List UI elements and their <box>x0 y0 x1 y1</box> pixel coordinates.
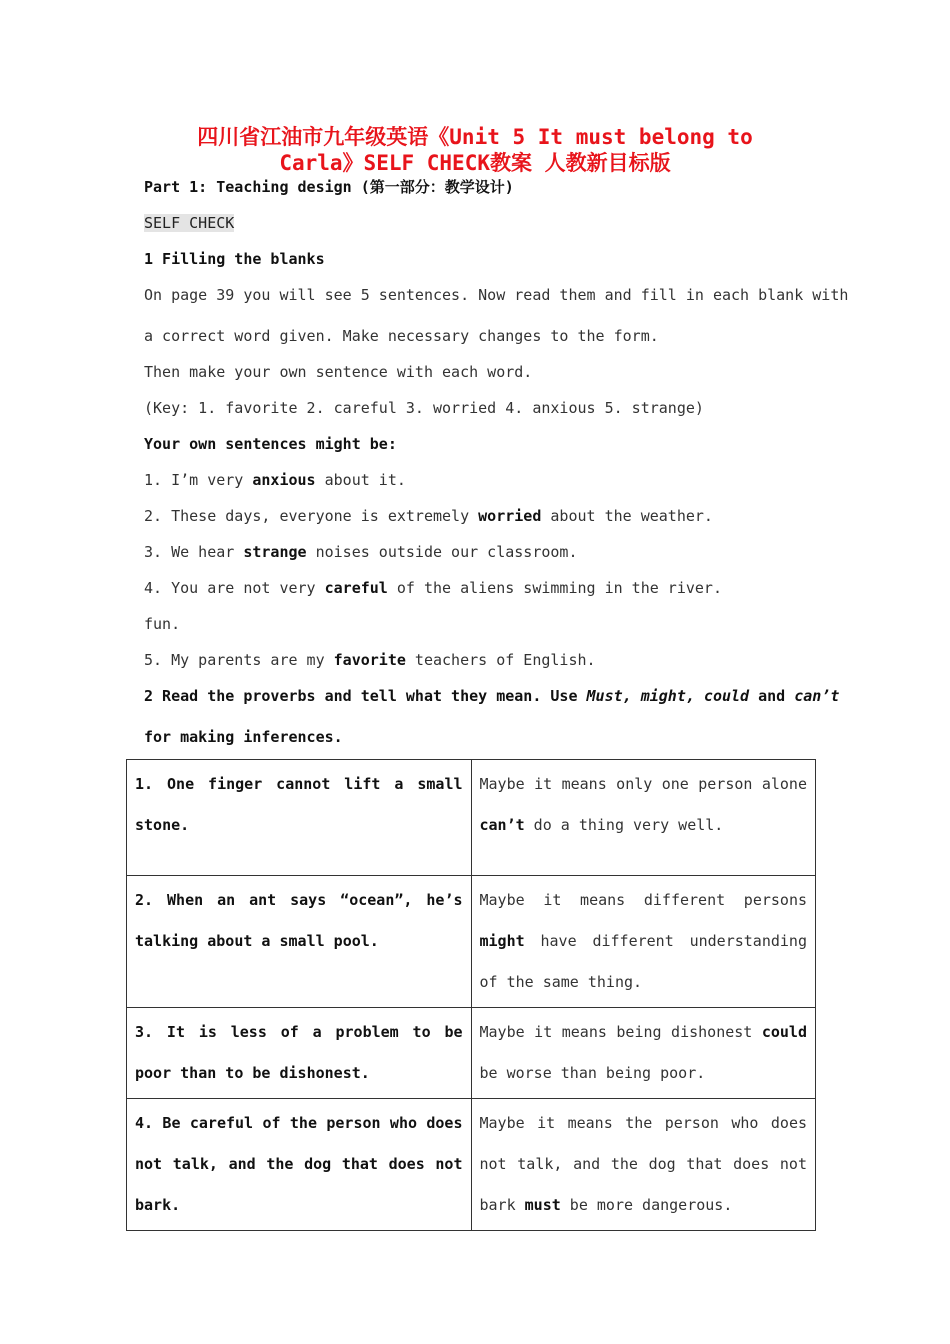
sentence-item <box>144 470 406 490</box>
modal-verb: can’t <box>479 816 525 834</box>
meaning-text: Maybe it means different persons <box>479 891 807 909</box>
exercise2-heading-line2: for making inferences. <box>144 728 343 746</box>
heading-modal-verb: can’t <box>794 687 840 705</box>
keyword: careful <box>324 579 388 597</box>
meaning-text: Maybe it means the person who does not talk, and the dog that does not bark <box>479 1114 807 1214</box>
heading-text: and <box>749 687 795 705</box>
sentence-item <box>144 578 722 598</box>
meaning-text: Maybe it means only one person alone <box>479 775 807 793</box>
modal-verb: must <box>524 1196 561 1214</box>
meaning-text: do a thing very well. <box>524 816 724 834</box>
section-label: SELF CHECK <box>144 214 235 232</box>
sentence-item <box>144 614 180 634</box>
sentence-item <box>144 542 578 562</box>
answer-key: (Key: 1. favorite 2. careful 3. worried 4. anxious 5. strange) <box>144 399 704 417</box>
table-row <box>127 1099 816 1231</box>
meaning-text: be more dangerous. <box>560 1196 733 1214</box>
proverb-cell: 4. Be careful of the person who does not talk, and the dog that does not bark. <box>127 1099 472 1231</box>
part-heading: Part 1: Teaching design (第一部分：教学设计) <box>144 178 514 196</box>
sentence-text: 2. These days, everyone is extremely <box>144 507 479 525</box>
heading-text: 2 Read the proverbs and tell what they mean. Use <box>144 687 587 705</box>
proverb-cell: 3. It is less of a problem to be poor than to be dishonest. <box>127 1008 472 1099</box>
sentence-text: 4. You are not very <box>144 579 325 597</box>
keyword: strange <box>243 543 307 561</box>
exercise1-instruction-1: On page 39 you will see 5 sentences. Now read them and fill in each blank with <box>144 286 849 304</box>
sentence-text: 5. My parents are my <box>144 651 334 669</box>
proverbs-table <box>126 759 816 1231</box>
sentence-text: of the aliens swimming in the river. <box>387 579 722 597</box>
heading-modal-verbs: Must, might, could <box>586 687 750 705</box>
exercise1-instruction-2: a correct word given. Make necessary changes to the form. <box>144 327 659 345</box>
table-row <box>127 760 816 876</box>
sentence-text: 3. We hear <box>144 543 244 561</box>
sentence-text: fun. <box>144 615 181 633</box>
meaning-text: be worse than being poor. <box>479 1064 706 1082</box>
sentence-text: teachers of English. <box>405 651 596 669</box>
proverb-cell: 2. When an ant says “ocean”, he’s talking about a small pool. <box>127 876 472 1008</box>
meaning-cell <box>471 760 816 876</box>
exercise1-heading: 1 Filling the blanks <box>144 250 325 268</box>
exercise1-instruction-3: Then make your own sentence with each word. <box>144 363 533 381</box>
meaning-text: have different understanding of the same thing. <box>479 932 807 991</box>
meaning-cell <box>471 1008 816 1099</box>
sentence-text: about the weather. <box>541 507 713 525</box>
sentence-text: about it. <box>315 471 406 489</box>
keyword: worried <box>478 507 542 525</box>
sentence-text: noises outside our classroom. <box>306 543 578 561</box>
meaning-cell <box>471 1099 816 1231</box>
table-row <box>127 1008 816 1099</box>
sentence-text: 1. I’m very <box>144 471 253 489</box>
proverb-cell: 1. One finger cannot lift a small stone. <box>127 760 472 876</box>
keyword: anxious <box>252 471 316 489</box>
modal-verb: might <box>479 932 525 950</box>
modal-verb: could <box>761 1023 807 1041</box>
document-title-line1: 四川省江油市九年级英语《Unit 5 It must belong to <box>197 125 753 149</box>
sentence-item <box>144 506 713 526</box>
meaning-cell <box>471 876 816 1008</box>
keyword: favorite <box>333 651 406 669</box>
sentence-item <box>144 650 596 670</box>
meaning-text: Maybe it means being dishonest <box>479 1023 762 1041</box>
section-heading <box>144 213 234 233</box>
own-sentences-heading: Your own sentences might be: <box>144 435 397 453</box>
document-title-line2: Carla》SELF CHECK教案 人教新目标版 <box>279 151 671 175</box>
exercise2-heading <box>144 686 839 706</box>
table-row <box>127 876 816 1008</box>
